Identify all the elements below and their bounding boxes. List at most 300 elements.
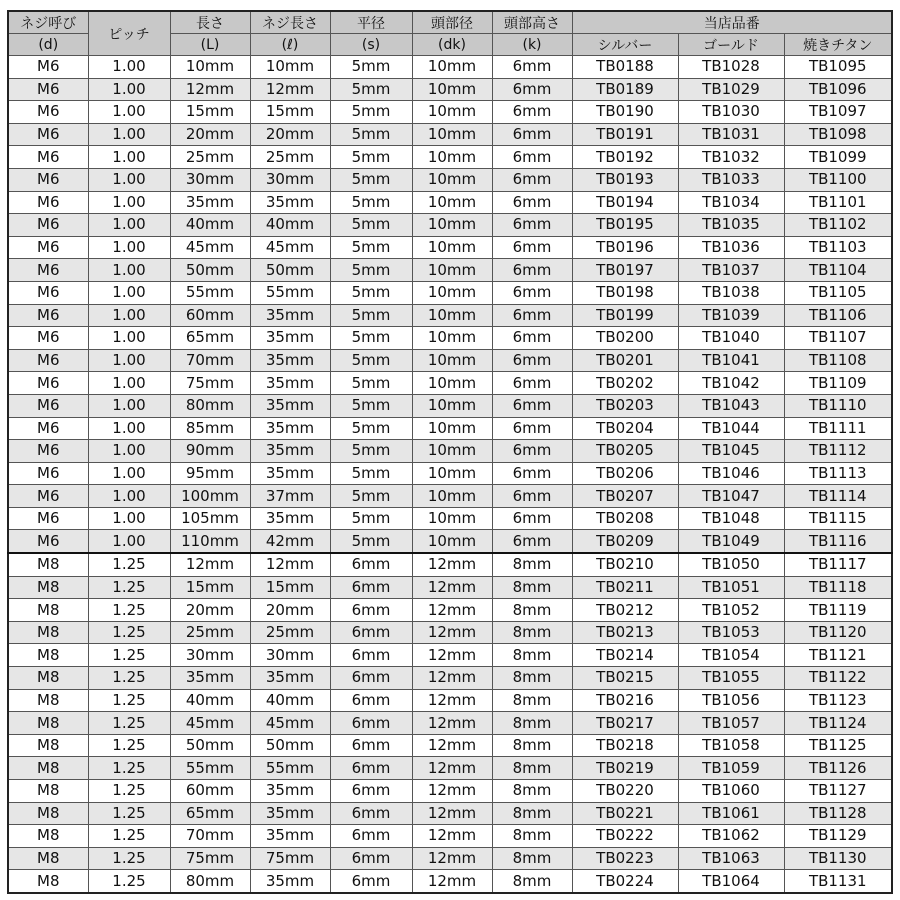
cell-burnt-titanium: TB1125 (784, 734, 892, 757)
cell-head-dia: 12mm (412, 667, 492, 690)
table-row (8, 462, 892, 485)
cell-thread: M6 (8, 462, 88, 485)
cell-length: 55mm (170, 757, 250, 780)
cell-thread: M8 (8, 712, 88, 735)
cell-flat: 5mm (330, 304, 412, 327)
cell-length: 105mm (170, 507, 250, 530)
cell-gold: TB1054 (678, 644, 784, 667)
cell-head-height: 6mm (492, 530, 572, 553)
cell-thread-length: 35mm (250, 304, 330, 327)
cell-burnt-titanium: TB1102 (784, 214, 892, 237)
cell-thread: M6 (8, 349, 88, 372)
cell-thread: M8 (8, 734, 88, 757)
cell-pitch: 1.25 (88, 780, 170, 803)
cell-thread-length: 35mm (250, 802, 330, 825)
cell-gold: TB1044 (678, 417, 784, 440)
cell-head-dia: 12mm (412, 576, 492, 599)
cell-burnt-titanium: TB1119 (784, 599, 892, 622)
cell-gold: TB1028 (678, 56, 784, 79)
cell-pitch: 1.25 (88, 576, 170, 599)
cell-head-dia: 10mm (412, 78, 492, 101)
cell-silver: TB0213 (572, 621, 678, 644)
cell-head-height: 6mm (492, 485, 572, 508)
cell-gold: TB1053 (678, 621, 784, 644)
cell-gold: TB1064 (678, 870, 784, 893)
cell-flat: 5mm (330, 281, 412, 304)
cell-length: 25mm (170, 146, 250, 169)
table-row (8, 146, 892, 169)
cell-pitch: 1.00 (88, 440, 170, 463)
cell-burnt-titanium: TB1116 (784, 530, 892, 553)
cell-flat: 5mm (330, 349, 412, 372)
cell-gold: TB1042 (678, 372, 784, 395)
cell-length: 70mm (170, 349, 250, 372)
cell-thread-length: 75mm (250, 847, 330, 870)
cell-head-height: 6mm (492, 259, 572, 282)
cell-burnt-titanium: TB1096 (784, 78, 892, 101)
cell-length: 20mm (170, 123, 250, 146)
spec-table-container (7, 10, 891, 894)
cell-thread-length: 35mm (250, 372, 330, 395)
table-row (8, 576, 892, 599)
cell-thread-length: 37mm (250, 485, 330, 508)
cell-burnt-titanium: TB1113 (784, 462, 892, 485)
cell-burnt-titanium: TB1100 (784, 168, 892, 191)
cell-silver: TB0205 (572, 440, 678, 463)
header-product-no: 当店品番 (572, 11, 892, 34)
cell-head-dia: 10mm (412, 214, 492, 237)
cell-silver: TB0192 (572, 146, 678, 169)
table-row (8, 757, 892, 780)
table-row (8, 780, 892, 803)
header-length-label: 長さ (196, 15, 224, 32)
cell-head-height: 6mm (492, 191, 572, 214)
cell-gold: TB1057 (678, 712, 784, 735)
cell-length: 45mm (170, 712, 250, 735)
cell-silver: TB0219 (572, 757, 678, 780)
cell-pitch: 1.00 (88, 507, 170, 530)
cell-length: 80mm (170, 870, 250, 893)
cell-burnt-titanium: TB1107 (784, 327, 892, 350)
table-row (8, 56, 892, 79)
cell-length: 60mm (170, 304, 250, 327)
cell-silver: TB0214 (572, 644, 678, 667)
table-row (8, 734, 892, 757)
cell-burnt-titanium: TB1114 (784, 485, 892, 508)
cell-head-dia: 10mm (412, 146, 492, 169)
cell-flat: 6mm (330, 825, 412, 848)
cell-pitch: 1.25 (88, 553, 170, 576)
cell-pitch: 1.00 (88, 191, 170, 214)
cell-thread: M6 (8, 236, 88, 259)
cell-gold: TB1040 (678, 327, 784, 350)
cell-thread-length: 15mm (250, 576, 330, 599)
cell-thread: M6 (8, 168, 88, 191)
cell-flat: 6mm (330, 576, 412, 599)
cell-head-dia: 12mm (412, 802, 492, 825)
cell-silver: TB0202 (572, 372, 678, 395)
cell-thread: M6 (8, 440, 88, 463)
cell-flat: 5mm (330, 214, 412, 237)
cell-head-dia: 10mm (412, 56, 492, 79)
cell-burnt-titanium: TB1131 (784, 870, 892, 893)
cell-head-dia: 10mm (412, 191, 492, 214)
cell-silver: TB0206 (572, 462, 678, 485)
cell-burnt-titanium: TB1105 (784, 281, 892, 304)
cell-gold: TB1052 (678, 599, 784, 622)
cell-head-height: 6mm (492, 214, 572, 237)
cell-flat: 5mm (330, 417, 412, 440)
cell-pitch: 1.25 (88, 825, 170, 848)
cell-flat: 6mm (330, 802, 412, 825)
cell-silver: TB0218 (572, 734, 678, 757)
cell-burnt-titanium: TB1126 (784, 757, 892, 780)
table-row (8, 440, 892, 463)
cell-head-height: 8mm (492, 734, 572, 757)
cell-silver: TB0200 (572, 327, 678, 350)
cell-burnt-titanium: TB1108 (784, 349, 892, 372)
cell-head-height: 8mm (492, 621, 572, 644)
cell-head-dia: 12mm (412, 734, 492, 757)
header-length (170, 11, 250, 34)
cell-gold: TB1038 (678, 281, 784, 304)
table-row (8, 236, 892, 259)
cell-thread-length: 35mm (250, 825, 330, 848)
cell-pitch: 1.00 (88, 259, 170, 282)
cell-burnt-titanium: TB1122 (784, 667, 892, 690)
cell-gold: TB1046 (678, 462, 784, 485)
header-head-height-sub: (k) (492, 34, 572, 56)
cell-burnt-titanium: TB1106 (784, 304, 892, 327)
table-row (8, 689, 892, 712)
cell-thread-length: 25mm (250, 146, 330, 169)
cell-head-dia: 12mm (412, 553, 492, 576)
cell-burnt-titanium: TB1112 (784, 440, 892, 463)
cell-length: 90mm (170, 440, 250, 463)
cell-length: 65mm (170, 802, 250, 825)
cell-length: 30mm (170, 644, 250, 667)
cell-thread-length: 42mm (250, 530, 330, 553)
cell-flat: 5mm (330, 327, 412, 350)
cell-pitch: 1.00 (88, 101, 170, 124)
cell-length: 50mm (170, 734, 250, 757)
header-flat-sub: (s) (330, 34, 412, 56)
cell-silver: TB0198 (572, 281, 678, 304)
cell-flat: 6mm (330, 553, 412, 576)
cell-thread-length: 30mm (250, 644, 330, 667)
cell-thread: M6 (8, 259, 88, 282)
header-thread-label: ネジ呼び (20, 15, 77, 32)
table-header (8, 11, 892, 56)
cell-silver: TB0207 (572, 485, 678, 508)
cell-pitch: 1.25 (88, 757, 170, 780)
cell-flat: 6mm (330, 599, 412, 622)
header-head-height-label: 頭部高さ (504, 15, 560, 32)
cell-thread: M6 (8, 372, 88, 395)
cell-length: 60mm (170, 780, 250, 803)
cell-head-height: 6mm (492, 146, 572, 169)
cell-length: 75mm (170, 372, 250, 395)
cell-silver: TB0195 (572, 214, 678, 237)
table-row (8, 644, 892, 667)
cell-gold: TB1035 (678, 214, 784, 237)
cell-length: 15mm (170, 101, 250, 124)
cell-thread: M8 (8, 644, 88, 667)
cell-silver: TB0209 (572, 530, 678, 553)
cell-flat: 5mm (330, 485, 412, 508)
cell-thread-length: 50mm (250, 259, 330, 282)
cell-burnt-titanium: TB1129 (784, 825, 892, 848)
table-row (8, 349, 892, 372)
header-head-height (492, 11, 572, 34)
cell-head-height: 6mm (492, 236, 572, 259)
cell-length: 25mm (170, 621, 250, 644)
cell-flat: 5mm (330, 146, 412, 169)
cell-head-height: 8mm (492, 576, 572, 599)
cell-head-dia: 12mm (412, 712, 492, 735)
cell-length: 20mm (170, 599, 250, 622)
table-row (8, 304, 892, 327)
cell-thread: M6 (8, 327, 88, 350)
cell-head-dia: 10mm (412, 507, 492, 530)
cell-burnt-titanium: TB1111 (784, 417, 892, 440)
cell-thread: M6 (8, 101, 88, 124)
cell-silver: TB0224 (572, 870, 678, 893)
cell-burnt-titanium: TB1123 (784, 689, 892, 712)
cell-pitch: 1.00 (88, 146, 170, 169)
table-body (8, 56, 892, 893)
cell-thread: M8 (8, 825, 88, 848)
cell-flat: 5mm (330, 101, 412, 124)
cell-thread-length: 20mm (250, 599, 330, 622)
table-row (8, 327, 892, 350)
cell-gold: TB1047 (678, 485, 784, 508)
cell-head-height: 8mm (492, 802, 572, 825)
table-row (8, 667, 892, 690)
cell-head-height: 8mm (492, 667, 572, 690)
header-head-dia-label: 頭部径 (431, 15, 473, 32)
cell-flat: 6mm (330, 870, 412, 893)
header-burnt-titanium: 焼きチタン (784, 34, 892, 56)
cell-head-height: 8mm (492, 780, 572, 803)
cell-thread: M6 (8, 78, 88, 101)
cell-pitch: 1.00 (88, 372, 170, 395)
cell-pitch: 1.25 (88, 667, 170, 690)
cell-head-dia: 12mm (412, 757, 492, 780)
cell-thread-length: 40mm (250, 689, 330, 712)
cell-thread-length: 35mm (250, 191, 330, 214)
cell-silver: TB0190 (572, 101, 678, 124)
cell-head-dia: 10mm (412, 530, 492, 553)
cell-head-height: 8mm (492, 712, 572, 735)
cell-flat: 5mm (330, 56, 412, 79)
cell-pitch: 1.00 (88, 78, 170, 101)
cell-head-height: 8mm (492, 689, 572, 712)
cell-length: 50mm (170, 259, 250, 282)
cell-head-height: 6mm (492, 394, 572, 417)
cell-gold: TB1037 (678, 259, 784, 282)
cell-burnt-titanium: TB1118 (784, 576, 892, 599)
cell-head-height: 6mm (492, 168, 572, 191)
cell-silver: TB0193 (572, 168, 678, 191)
cell-length: 55mm (170, 281, 250, 304)
cell-thread: M6 (8, 281, 88, 304)
cell-thread: M8 (8, 621, 88, 644)
cell-flat: 6mm (330, 621, 412, 644)
cell-burnt-titanium: TB1098 (784, 123, 892, 146)
cell-head-dia: 12mm (412, 847, 492, 870)
cell-thread: M6 (8, 146, 88, 169)
cell-thread: M8 (8, 553, 88, 576)
cell-head-dia: 12mm (412, 689, 492, 712)
cell-thread-length: 35mm (250, 417, 330, 440)
cell-head-dia: 12mm (412, 825, 492, 848)
cell-thread: M8 (8, 576, 88, 599)
cell-silver: TB0211 (572, 576, 678, 599)
cell-thread: M8 (8, 667, 88, 690)
table-row (8, 191, 892, 214)
cell-head-dia: 10mm (412, 259, 492, 282)
header-pitch: ピッチ (88, 11, 170, 56)
cell-head-height: 8mm (492, 553, 572, 576)
cell-pitch: 1.25 (88, 599, 170, 622)
cell-length: 100mm (170, 485, 250, 508)
cell-flat: 6mm (330, 757, 412, 780)
cell-gold: TB1036 (678, 236, 784, 259)
cell-gold: TB1055 (678, 667, 784, 690)
table-row (8, 599, 892, 622)
table-row (8, 847, 892, 870)
cell-thread-length: 30mm (250, 168, 330, 191)
cell-thread-length: 45mm (250, 712, 330, 735)
cell-head-dia: 12mm (412, 621, 492, 644)
cell-head-dia: 10mm (412, 349, 492, 372)
cell-head-height: 8mm (492, 757, 572, 780)
cell-length: 85mm (170, 417, 250, 440)
cell-thread: M6 (8, 530, 88, 553)
cell-pitch: 1.25 (88, 689, 170, 712)
spec-table (7, 10, 893, 894)
cell-burnt-titanium: TB1104 (784, 259, 892, 282)
cell-flat: 6mm (330, 780, 412, 803)
cell-length: 80mm (170, 394, 250, 417)
table-row (8, 485, 892, 508)
table-row (8, 870, 892, 893)
cell-flat: 5mm (330, 507, 412, 530)
cell-flat: 5mm (330, 123, 412, 146)
cell-length: 35mm (170, 667, 250, 690)
cell-gold: TB1043 (678, 394, 784, 417)
cell-head-height: 6mm (492, 281, 572, 304)
cell-burnt-titanium: TB1103 (784, 236, 892, 259)
cell-silver: TB0217 (572, 712, 678, 735)
header-thread-length-sub: (ℓ) (250, 34, 330, 56)
cell-thread-length: 12mm (250, 553, 330, 576)
cell-burnt-titanium: TB1128 (784, 802, 892, 825)
cell-gold: TB1039 (678, 304, 784, 327)
cell-thread: M6 (8, 417, 88, 440)
cell-head-height: 6mm (492, 101, 572, 124)
cell-thread-length: 20mm (250, 123, 330, 146)
cell-thread-length: 55mm (250, 757, 330, 780)
cell-gold: TB1033 (678, 168, 784, 191)
cell-burnt-titanium: TB1127 (784, 780, 892, 803)
cell-burnt-titanium: TB1121 (784, 644, 892, 667)
cell-length: 75mm (170, 847, 250, 870)
cell-thread: M6 (8, 394, 88, 417)
cell-burnt-titanium: TB1130 (784, 847, 892, 870)
cell-thread: M6 (8, 304, 88, 327)
cell-head-dia: 10mm (412, 304, 492, 327)
cell-thread-length: 35mm (250, 349, 330, 372)
cell-length: 95mm (170, 462, 250, 485)
table-row (8, 214, 892, 237)
cell-silver: TB0215 (572, 667, 678, 690)
cell-flat: 5mm (330, 530, 412, 553)
cell-length: 10mm (170, 56, 250, 79)
cell-thread: M8 (8, 802, 88, 825)
cell-pitch: 1.00 (88, 462, 170, 485)
cell-length: 45mm (170, 236, 250, 259)
cell-silver: TB0221 (572, 802, 678, 825)
cell-silver: TB0210 (572, 553, 678, 576)
cell-gold: TB1059 (678, 757, 784, 780)
cell-pitch: 1.00 (88, 304, 170, 327)
cell-gold: TB1031 (678, 123, 784, 146)
table-row (8, 101, 892, 124)
cell-gold: TB1063 (678, 847, 784, 870)
cell-pitch: 1.00 (88, 394, 170, 417)
cell-head-height: 6mm (492, 440, 572, 463)
cell-thread: M6 (8, 507, 88, 530)
cell-gold: TB1030 (678, 101, 784, 124)
table-row (8, 281, 892, 304)
cell-pitch: 1.00 (88, 281, 170, 304)
cell-gold: TB1056 (678, 689, 784, 712)
header-head-dia (412, 11, 492, 34)
cell-thread-length: 35mm (250, 870, 330, 893)
table-row (8, 123, 892, 146)
cell-gold: TB1050 (678, 553, 784, 576)
table-row (8, 802, 892, 825)
cell-burnt-titanium: TB1124 (784, 712, 892, 735)
cell-thread: M8 (8, 780, 88, 803)
cell-gold: TB1034 (678, 191, 784, 214)
cell-gold: TB1062 (678, 825, 784, 848)
cell-head-height: 6mm (492, 304, 572, 327)
cell-head-dia: 10mm (412, 327, 492, 350)
cell-thread-length: 50mm (250, 734, 330, 757)
cell-silver: TB0199 (572, 304, 678, 327)
header-silver: シルバー (572, 34, 678, 56)
cell-gold: TB1051 (678, 576, 784, 599)
cell-flat: 6mm (330, 689, 412, 712)
cell-silver: TB0204 (572, 417, 678, 440)
cell-head-dia: 10mm (412, 372, 492, 395)
cell-length: 40mm (170, 214, 250, 237)
table-row (8, 553, 892, 576)
cell-thread-length: 12mm (250, 78, 330, 101)
cell-head-height: 6mm (492, 78, 572, 101)
cell-silver: TB0212 (572, 599, 678, 622)
cell-thread: M6 (8, 191, 88, 214)
cell-silver: TB0188 (572, 56, 678, 79)
cell-burnt-titanium: TB1120 (784, 621, 892, 644)
cell-pitch: 1.00 (88, 327, 170, 350)
cell-flat: 6mm (330, 644, 412, 667)
cell-silver: TB0194 (572, 191, 678, 214)
header-row-main (8, 11, 892, 34)
